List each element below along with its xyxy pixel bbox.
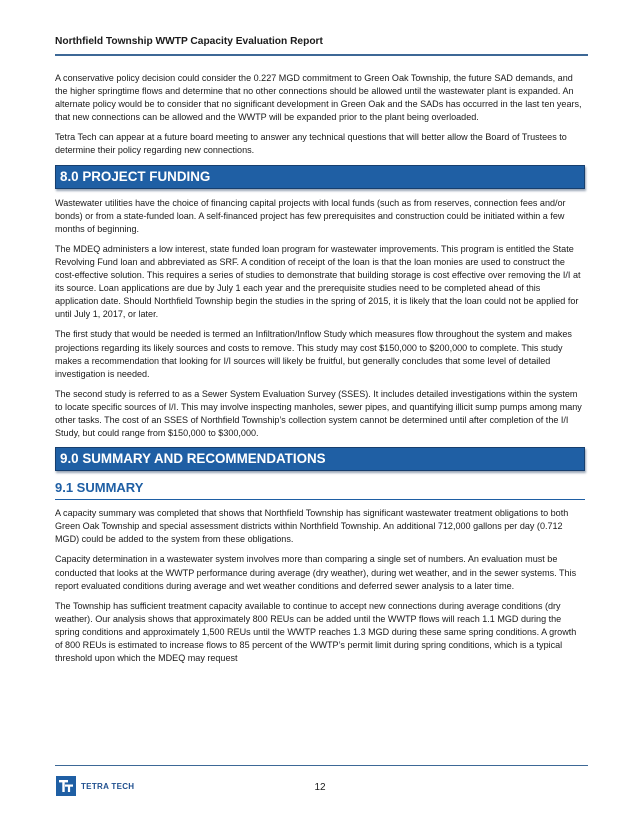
body-paragraph: Tetra Tech can appear at a future board meeting to answer any technical questions that will better allow the Board of Trustees to determine their policy regarding new connections. bbox=[55, 132, 567, 156]
body-paragraph: The Township has sufficient treatment capacity available to continue to accept new connections during average conditions (dry weather). Our analysis shows that approximately 800 REUs can be added until the WWTP flows will reach 1.1 MGD during the spring conditions and approximately 1,500 REUs until the WWTP reaches 1.3 MGD during these same spring conditions. A growth of 800 REUs is estimated to increase flows to 85 percent of the WWTP’s permit limit during spring conditions, which is a typical threshold upon which the MDEQ may request bbox=[55, 600, 577, 664]
header-rule bbox=[55, 54, 588, 56]
section-8-heading: 8.0 PROJECT FUNDING bbox=[55, 165, 585, 189]
tetra-tech-logo-icon bbox=[56, 776, 76, 796]
body-paragraph: A conservative policy decision could consider the 0.227 MGD commitment to Green Oak Township, the future SAD demands, and the higher springtime flows and determine that no other connections should be allowed until the wastewater plant is expanded. An alternate policy would be to consider that no significant development in Green Oak and the SADs has occurred in the last ten years, that new connections can be allowed and the WWTP will be expanded prior to the plant being overloaded. bbox=[55, 73, 582, 123]
logo-text: TETRA TECH bbox=[81, 781, 135, 791]
page-content bbox=[55, 72, 585, 672]
footer-rule bbox=[55, 765, 588, 766]
page-number: 12 bbox=[314, 782, 326, 793]
subsection-9-1-heading: 9.1 SUMMARY bbox=[55, 479, 585, 500]
body-paragraph: A capacity summary was completed that shows that Northfield Township has significant wastewater treatment obligations to both Green Oak Township and special assessment districts within Northfield Township. An additional 712,000 gallons per day (0.712 MGD) could be added to the system from these obligations. bbox=[55, 508, 569, 545]
body-paragraph: The second study is referred to as a Sewer System Evaluation Survey (SSES). It includes detailed investigations within the system to locate specific sources of I/I. This may involve inspecting manholes, sewer pipes, and quantifying illicit sump pumps among many other tasks. The cost of an SSES of Northfield Township’s collection system cannot be determined until after completion of the I/I Study, but could range from $150,000 to $300,000. bbox=[55, 388, 582, 439]
body-paragraph: Wastewater utilities have the choice of financing capital projects with local funds (such as from reserves, connection fees and/or bonds) or from a state-funded loan. A self-financed project has few prerequisites and construction could be initiated within a few months of beginning. bbox=[55, 197, 566, 234]
running-header: Northfield Township WWTP Capacity Evaluation Report bbox=[55, 36, 323, 47]
body-paragraph: The first study that would be needed is termed an Infiltration/Inflow Study which measures flow throughout the system and makes projections regarding its likely sources and costs to remove. This study may cost $150,000 to $200,000 to complete. This study makes a recommendation that looking for I/I sources will likely be fruitful, but generally concludes that some level of detailed investigation is needed. bbox=[55, 329, 572, 379]
body-paragraph: Capacity determination in a wastewater system involves more than comparing a single set of numbers. An evaluation must be conducted that looks at the WWTP performance during average (dry weather), during wet weather, and in the sewer systems. This report evaluated conditions during average and wet weather conditions and deferred sewer analysis to a later time. bbox=[55, 554, 577, 591]
section-9-heading: 9.0 SUMMARY AND RECOMMENDATIONS bbox=[55, 447, 585, 471]
tetra-tech-logo bbox=[56, 772, 134, 800]
body-paragraph: The MDEQ administers a low interest, state funded loan program for wastewater improvements. This program is entitled the State Revolving Fund loan and abbreviated as SRF. A condition of receipt of the loan is that the loan monies are used to construct the cost-effective solution. This requires a series of studies to demonstrate that building storage is cost effective over removing the I/I at its source. Loan applications are due by July 1 each year and the prerequisite studies need to be completed ahead of this application date. Should Northfield Township begin the studies in the spring of 2015, it is likely that the loan could not be applied for until July 1, 2017, or later. bbox=[55, 243, 581, 320]
